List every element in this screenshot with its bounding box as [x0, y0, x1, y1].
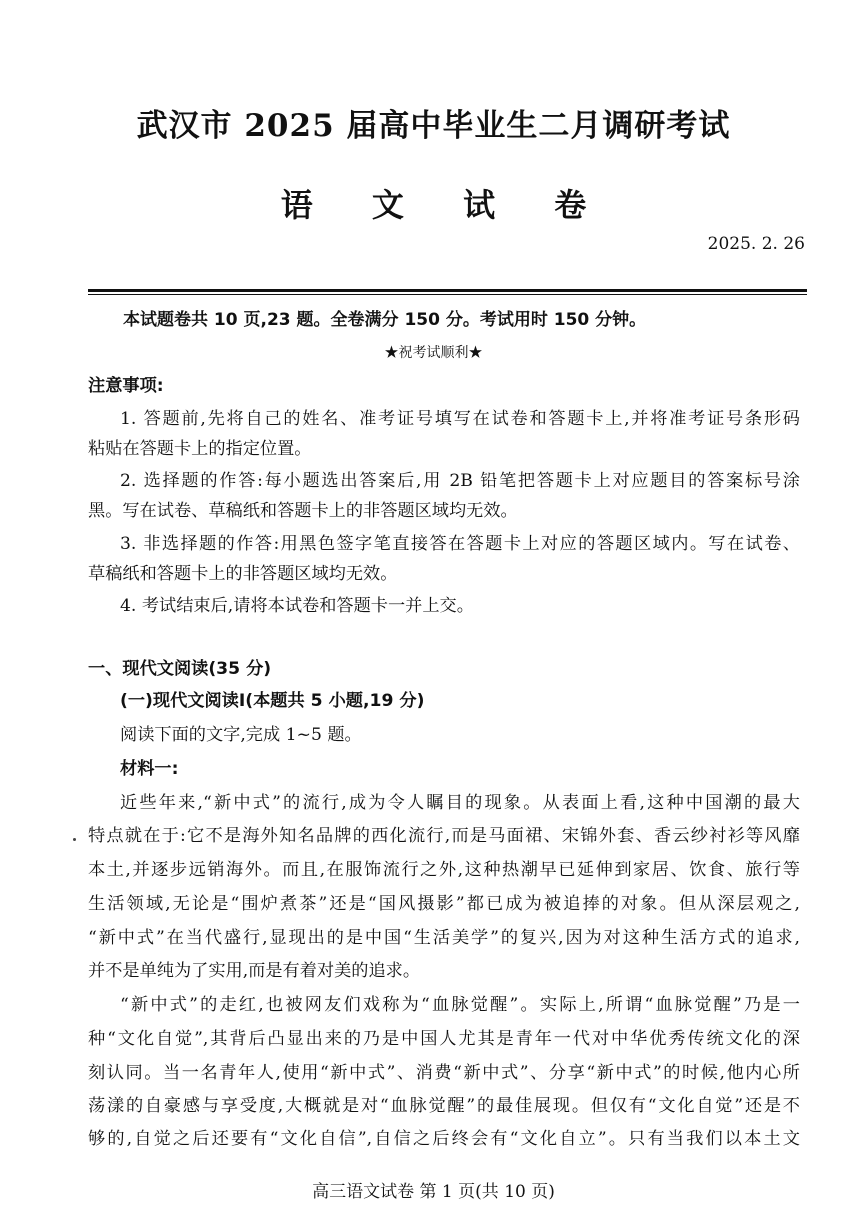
- exam-lead-info: 本试题卷共 10 页,23 题。全卷满分 150 分。考试用时 150 分钟。: [123, 310, 647, 330]
- page-footer: 高三语文试卷 第 1 页(共 10 页): [312, 1182, 555, 1202]
- passage-line: 本土,并逐步远销海外。而且,在服饰流行之外,这种热潮早已延伸到家居、饮食、旅行等: [88, 860, 800, 880]
- passage-line: 近些年来,“新中式”的流行,成为令人瞩目的现象。从表面上看,这种中国潮的最大: [120, 793, 800, 813]
- note-line: 2. 选择题的作答:每小题选出答案后,用 2B 铅笔把答题卡上对应题目的答案标号涂: [120, 471, 800, 491]
- passage-line: 刻认同。当一名青年人,使用“新中式”、消费“新中式”、分享“新中式”的时候,他内心所: [88, 1063, 800, 1083]
- header-divider-thick: [88, 289, 807, 292]
- passage-line: 生活领域,无论是“围炉煮茶”还是“国风摄影”都已成为被追捧的对象。但从深层观之,: [88, 894, 800, 914]
- part-title: (一)现代文阅读Ⅰ(本题共 5 小题,19 分): [120, 691, 425, 711]
- notes-heading: 注意事项:: [88, 376, 164, 396]
- passage-line: 种“文化自觉”,其背后凸显出来的乃是中国人尤其是青年一代对中华优秀传统文化的深: [88, 1029, 800, 1049]
- scan-speck: [73, 838, 76, 841]
- section-title: 一、现代文阅读(35 分): [88, 659, 272, 679]
- passage-line: “新中式”的走红,也被网友们戏称为“血脉觉醒”。实际上,所谓“血脉觉醒”乃是一: [120, 995, 800, 1015]
- note-line: 4. 考试结束后,请将本试卷和答题卡一并上交。: [120, 596, 474, 616]
- exam-title: 武汉市 2025 届高中毕业生二月调研考试: [136, 108, 731, 144]
- exam-subtitle: 语 文 试 卷: [280, 186, 611, 224]
- note-line: 草稿纸和答题卡上的非答题区域均无效。: [88, 564, 398, 584]
- note-line: 粘贴在答题卡上的指定位置。: [88, 439, 312, 459]
- passage-line: 特点就在于:它不是海外知名品牌的西化流行,而是马面裙、宋锦外套、香云纱衬衫等风靡: [88, 826, 800, 846]
- note-line: 黑。写在试卷、草稿纸和答题卡上的非答题区域均无效。: [88, 501, 518, 521]
- passage-line: 够的,自觉之后还要有“文化自信”,自信之后终会有“文化自立”。只有当我们以本土文: [88, 1129, 800, 1149]
- passage-line: “新中式”在当代盛行,显现出的是中国“生活美学”的复兴,因为对这种生活方式的追求,: [88, 928, 800, 948]
- blessing-line: ★祝考试顺利★: [384, 345, 483, 361]
- exam-date: 2025. 2. 26: [707, 234, 805, 254]
- passage-line: 并不是单纯为了实用,而是有着对美的追求。: [88, 961, 421, 981]
- passage-line: 荡漾的自豪感与享受度,大概就是对“血脉觉醒”的最佳展现。但仅有“文化自觉”还是不: [88, 1096, 800, 1116]
- reading-instruction: 阅读下面的文字,完成 1~5 题。: [120, 725, 362, 745]
- note-line: 3. 非选择题的作答:用黑色签字笔直接答在答题卡上对应的答题区域内。写在试卷、: [120, 534, 800, 554]
- note-line: 1. 答题前,先将自己的姓名、准考证号填写在试卷和答题卡上,并将准考证号条形码: [120, 409, 800, 429]
- header-divider-thin: [88, 294, 807, 295]
- material-label: 材料一:: [120, 759, 179, 779]
